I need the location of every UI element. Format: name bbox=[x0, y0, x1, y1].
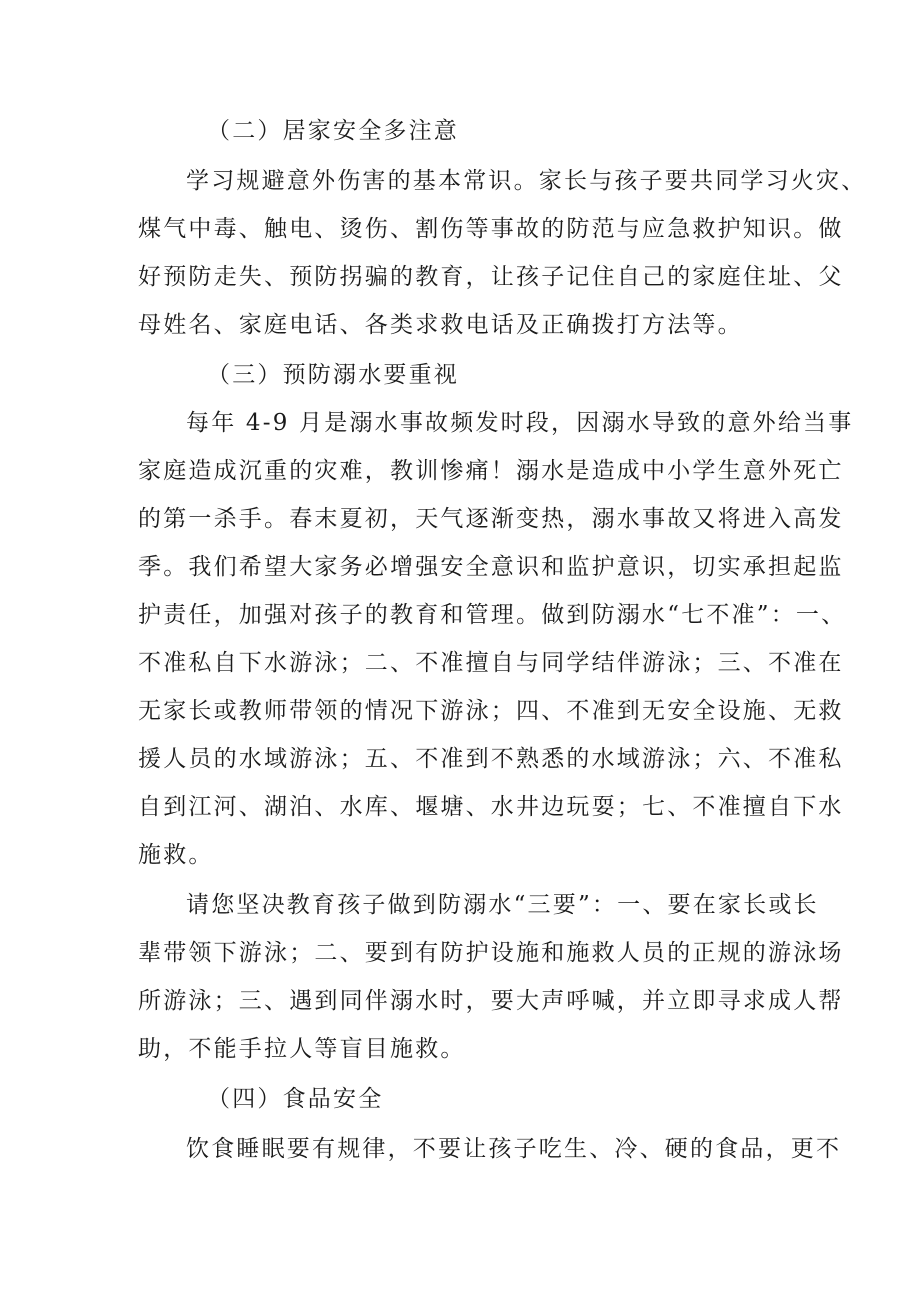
paragraph-line: 辈带领下游泳；二、要到有防护设施和施救人员的正规的游泳场 bbox=[138, 940, 844, 966]
section-heading-drowning-prevention: （三）预防溺水要重视 bbox=[207, 362, 459, 388]
paragraph-line: 煤气中毒、触电、烫伤、割伤等事故的防范与应急救护知识。做 bbox=[138, 216, 844, 242]
paragraph-line: 自到江河、湖泊、水库、堰塘、水井边玩耍；七、不准擅自下水 bbox=[138, 794, 844, 820]
paragraph-line: 无家长或教师带领的情况下游泳；四、不准到无安全设施、无救 bbox=[138, 698, 844, 724]
paragraph-line: 护责任，加强对孩子的教育和管理。做到防溺水“七不准”：一、 bbox=[138, 602, 847, 628]
paragraph-line: 不准私自下水游泳；二、不准擅自与同学结伴游泳；三、不准在 bbox=[138, 650, 844, 676]
paragraph-line: 的第一杀手。春末夏初，天气逐渐变热，溺水事故又将进入高发 bbox=[138, 506, 844, 532]
paragraph-line: 季。我们希望大家务必增强安全意识和监护意识，切实承担起监 bbox=[138, 554, 844, 580]
section-heading-food-safety: （四）食品安全 bbox=[207, 1086, 384, 1112]
paragraph-line: 饮食睡眠要有规律，不要让孩子吃生、冷、硬的食品，更不 bbox=[186, 1136, 842, 1162]
paragraph-line: 学习规避意外伤害的基本常识。家长与孩子要共同学习火灾、 bbox=[186, 168, 867, 194]
paragraph-line: 家庭造成沉重的灾难，教训惨痛！溺水是造成中小学生意外死亡 bbox=[138, 458, 844, 484]
paragraph-line: 每年 4-9 月是溺水事故频发时段，因溺水导致的意外给当事 bbox=[186, 410, 854, 436]
paragraph-line: 援人员的水域游泳；五、不准到不熟悉的水域游泳；六、不准私 bbox=[138, 746, 844, 772]
paragraph-line: 施救。 bbox=[138, 842, 214, 868]
section-heading-home-safety: （二）居家安全多注意 bbox=[207, 118, 459, 144]
paragraph-line: 请您坚决教育孩子做到防溺水“三要”：一、要在家长或长 bbox=[186, 892, 819, 918]
paragraph-line: 母姓名、家庭电话、各类求救电话及正确拨打方法等。 bbox=[138, 312, 743, 338]
paragraph-line: 所游泳；三、遇到同伴溺水时，要大声呼喊，并立即寻求成人帮 bbox=[138, 988, 844, 1014]
paragraph-line: 好预防走失、预防拐骗的教育，让孩子记住自己的家庭住址、父 bbox=[138, 264, 844, 290]
paragraph-line: 助，不能手拉人等盲目施救。 bbox=[138, 1036, 466, 1062]
